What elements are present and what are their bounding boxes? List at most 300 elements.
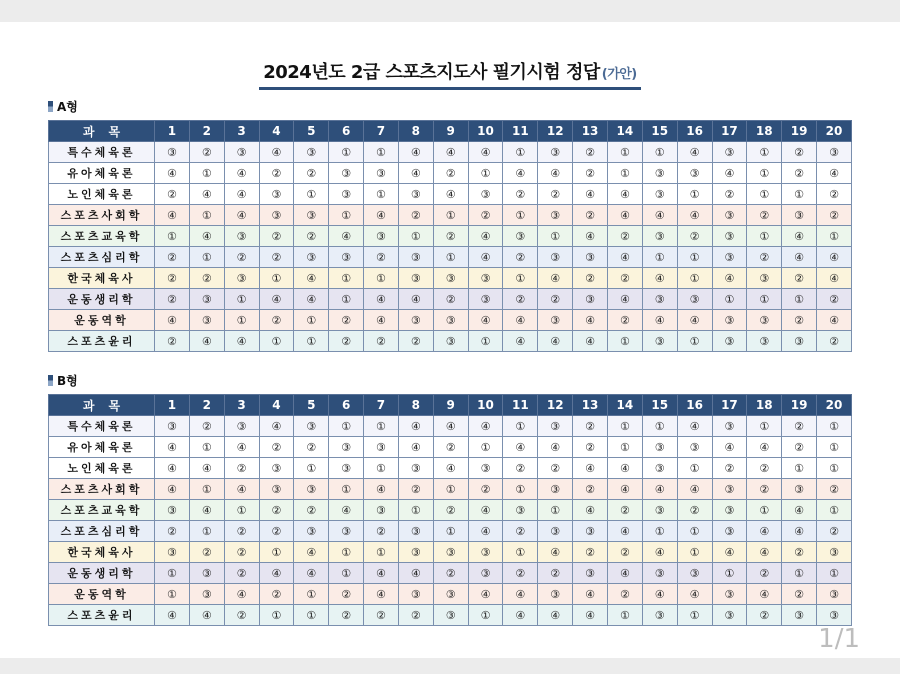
answer-cell: ③: [503, 226, 538, 247]
answer-cell: ②: [747, 247, 782, 268]
answer-cell: ①: [398, 500, 433, 521]
answer-cell: ①: [712, 563, 747, 584]
question-number-header: 20: [817, 121, 852, 142]
question-number-header: 9: [433, 395, 468, 416]
answer-cell: ①: [329, 563, 364, 584]
answer-cell: ④: [189, 458, 224, 479]
answer-cell: ③: [468, 289, 503, 310]
answer-cell: ③: [712, 521, 747, 542]
answer-cell: ②: [433, 226, 468, 247]
answer-cell: ③: [329, 247, 364, 268]
answer-cell: ③: [817, 584, 852, 605]
answer-cell: ②: [398, 605, 433, 626]
answer-cell: ④: [468, 247, 503, 268]
answer-cell: ②: [573, 205, 608, 226]
answer-cell: ④: [538, 605, 573, 626]
question-number-header: 11: [503, 395, 538, 416]
answer-cell: ②: [573, 416, 608, 437]
answer-cell: ②: [782, 542, 817, 563]
answer-cell: ③: [782, 205, 817, 226]
answer-cell: ③: [224, 268, 259, 289]
answer-cell: ④: [189, 605, 224, 626]
answer-cell: ①: [189, 437, 224, 458]
answer-cell: ①: [503, 416, 538, 437]
answer-cell: ②: [782, 437, 817, 458]
question-number-header: 19: [782, 121, 817, 142]
answer-cell: ④: [712, 268, 747, 289]
answer-cell: ①: [642, 521, 677, 542]
question-number-header: 18: [747, 395, 782, 416]
subject-cell: 스포츠윤리: [49, 605, 155, 626]
answer-cell: ③: [329, 163, 364, 184]
answer-cell: ③: [747, 268, 782, 289]
answer-cell: ①: [364, 416, 399, 437]
answer-cell: ②: [294, 163, 329, 184]
answer-cell: ①: [817, 416, 852, 437]
answer-cell: ④: [503, 437, 538, 458]
answer-cell: ②: [747, 479, 782, 500]
answer-cell: ③: [364, 163, 399, 184]
answer-cell: ②: [607, 268, 642, 289]
answer-cell: ①: [433, 205, 468, 226]
answer-cell: ③: [259, 205, 294, 226]
answer-cell: ③: [329, 458, 364, 479]
subject-cell: 스포츠교육학: [49, 226, 155, 247]
answer-cell: ②: [398, 205, 433, 226]
answer-cell: ④: [259, 289, 294, 310]
table-row: [49, 310, 852, 331]
answer-cell: ②: [607, 584, 642, 605]
answer-cell: ④: [294, 563, 329, 584]
answer-cell: ④: [155, 605, 190, 626]
answer-cell: ③: [817, 142, 852, 163]
answer-cell: ④: [259, 416, 294, 437]
answer-cell: ①: [155, 226, 190, 247]
answer-cell: ①: [364, 542, 399, 563]
table-row: [49, 331, 852, 352]
table-row: [49, 605, 852, 626]
answer-cell: ③: [642, 500, 677, 521]
answer-cell: ③: [712, 479, 747, 500]
answer-cell: ③: [817, 542, 852, 563]
answer-cell: ④: [817, 310, 852, 331]
answer-cell: ①: [398, 226, 433, 247]
question-number-header: 4: [259, 121, 294, 142]
subject-cell: 운동생리학: [49, 289, 155, 310]
answer-cell: ②: [817, 331, 852, 352]
answer-cell: ③: [259, 184, 294, 205]
answer-cell: ③: [538, 142, 573, 163]
answer-cell: ④: [398, 563, 433, 584]
answer-cell: ④: [189, 184, 224, 205]
answer-cell: ①: [817, 500, 852, 521]
subject-cell: 스포츠심리학: [49, 247, 155, 268]
answer-cell: ②: [329, 310, 364, 331]
answer-cell: ③: [573, 289, 608, 310]
answer-cell: ①: [294, 584, 329, 605]
subject-cell: 한국체육사: [49, 542, 155, 563]
answer-cell: ①: [817, 437, 852, 458]
question-number-header: 6: [329, 121, 364, 142]
answer-cell: ②: [573, 163, 608, 184]
question-number-header: 17: [712, 121, 747, 142]
answer-cell: ④: [782, 500, 817, 521]
subject-cell: 스포츠사회학: [49, 205, 155, 226]
answer-cell: ③: [468, 184, 503, 205]
answer-cell: ①: [677, 521, 712, 542]
answer-cell: ③: [398, 247, 433, 268]
question-number-header: 13: [573, 395, 608, 416]
answer-cell: ①: [189, 163, 224, 184]
answer-cell: ③: [189, 563, 224, 584]
answer-cell: ①: [677, 268, 712, 289]
answer-cell: ④: [677, 142, 712, 163]
table-row: [49, 416, 852, 437]
answer-cell: ①: [642, 247, 677, 268]
answer-cell: ④: [224, 163, 259, 184]
answer-cell: ④: [642, 542, 677, 563]
answer-cell: ③: [642, 184, 677, 205]
answer-cell: ①: [433, 479, 468, 500]
answer-cell: ①: [259, 605, 294, 626]
subject-cell: 한국체육사: [49, 268, 155, 289]
answer-cell: ②: [224, 563, 259, 584]
subject-cell: 운동역학: [49, 310, 155, 331]
answer-cell: ①: [224, 310, 259, 331]
answer-cell: ④: [747, 542, 782, 563]
question-number-header: 12: [538, 121, 573, 142]
page-number: 1/1: [818, 624, 860, 654]
answer-cell: ④: [817, 268, 852, 289]
subject-cell: 스포츠교육학: [49, 500, 155, 521]
answer-cell: ②: [155, 331, 190, 352]
answer-cell: ④: [642, 205, 677, 226]
answer-cell: ③: [677, 563, 712, 584]
answer-cell: ③: [712, 226, 747, 247]
answer-cell: ②: [155, 268, 190, 289]
answer-cell: ③: [189, 310, 224, 331]
answer-cell: ①: [503, 142, 538, 163]
answer-cell: ④: [224, 437, 259, 458]
question-number-header: 8: [398, 121, 433, 142]
answer-cell: ②: [433, 500, 468, 521]
question-number-header: 19: [782, 395, 817, 416]
answer-cell: ①: [677, 331, 712, 352]
answer-cell: ①: [747, 289, 782, 310]
answer-cell: ②: [364, 331, 399, 352]
answer-cell: ②: [817, 289, 852, 310]
page-title: [259, 58, 641, 90]
answer-cell: ②: [607, 542, 642, 563]
answer-cell: ②: [573, 268, 608, 289]
answer-cell: ④: [364, 205, 399, 226]
answer-cell: ①: [503, 479, 538, 500]
answer-cell: ④: [155, 205, 190, 226]
answer-cell: ③: [433, 605, 468, 626]
answer-cell: ③: [329, 184, 364, 205]
answer-cell: ③: [155, 142, 190, 163]
answer-cell: ②: [503, 563, 538, 584]
question-number-header: 13: [573, 121, 608, 142]
answer-cell: ③: [538, 310, 573, 331]
answer-cell: ①: [155, 584, 190, 605]
answer-cell: ③: [677, 163, 712, 184]
answer-cell: ③: [433, 310, 468, 331]
question-number-header: 8: [398, 395, 433, 416]
answer-cell: ③: [364, 500, 399, 521]
question-number-header: 5: [294, 395, 329, 416]
answer-cell: ①: [364, 184, 399, 205]
answer-cell: ③: [817, 605, 852, 626]
answer-cell: ③: [712, 142, 747, 163]
subject-header: 과목: [49, 121, 155, 142]
table-row: [49, 184, 852, 205]
table-row: [49, 584, 852, 605]
answer-cell: ①: [329, 542, 364, 563]
question-number-header: 6: [329, 395, 364, 416]
question-number-header: 1: [155, 395, 190, 416]
answer-cell: ②: [817, 205, 852, 226]
answer-cell: ②: [677, 500, 712, 521]
subject-cell: 스포츠윤리: [49, 331, 155, 352]
answer-table-b: [48, 394, 852, 626]
section-label-text: B형: [57, 374, 78, 388]
answer-cell: ②: [503, 521, 538, 542]
answer-cell: ①: [189, 205, 224, 226]
answer-cell: ①: [607, 331, 642, 352]
question-number-header: 3: [224, 121, 259, 142]
answer-cell: ④: [503, 584, 538, 605]
table-row: [49, 289, 852, 310]
answer-cell: ②: [607, 310, 642, 331]
question-number-header: 11: [503, 121, 538, 142]
answer-cell: ④: [294, 268, 329, 289]
answer-cell: ③: [642, 163, 677, 184]
answer-cell: ④: [259, 142, 294, 163]
answer-cell: ③: [398, 310, 433, 331]
answer-cell: ①: [224, 500, 259, 521]
subject-cell: 유아체육론: [49, 437, 155, 458]
answer-cell: ②: [189, 416, 224, 437]
answer-cell: ②: [503, 458, 538, 479]
answer-cell: ④: [329, 226, 364, 247]
answer-cell: ③: [433, 268, 468, 289]
answer-cell: ②: [329, 605, 364, 626]
answer-cell: ②: [782, 142, 817, 163]
answer-cell: ③: [259, 458, 294, 479]
answer-cell: ②: [503, 289, 538, 310]
answer-cell: ①: [677, 247, 712, 268]
answer-cell: ②: [364, 521, 399, 542]
document-page: [0, 22, 900, 658]
answer-cell: ②: [573, 142, 608, 163]
answer-cell: ①: [503, 268, 538, 289]
answer-cell: ④: [433, 184, 468, 205]
answer-cell: ①: [503, 542, 538, 563]
table-row: [49, 542, 852, 563]
answer-cell: ④: [503, 310, 538, 331]
answer-cell: ③: [782, 479, 817, 500]
answer-cell: ③: [189, 584, 224, 605]
answer-cell: ②: [433, 289, 468, 310]
answer-cell: ③: [398, 184, 433, 205]
answer-cell: ①: [294, 310, 329, 331]
answer-cell: ③: [538, 205, 573, 226]
answer-cell: ②: [398, 331, 433, 352]
question-number-header: 9: [433, 121, 468, 142]
answer-cell: ①: [607, 437, 642, 458]
answer-cell: ④: [468, 584, 503, 605]
table-row: [49, 563, 852, 584]
answer-cell: ①: [189, 521, 224, 542]
answer-cell: ③: [782, 605, 817, 626]
answer-cell: ④: [573, 184, 608, 205]
answer-cell: ①: [538, 500, 573, 521]
question-number-header: 20: [817, 395, 852, 416]
answer-cell: ④: [573, 331, 608, 352]
answer-cell: ②: [259, 584, 294, 605]
answer-cell: ②: [224, 521, 259, 542]
answer-cell: ④: [155, 310, 190, 331]
section-label-b: [48, 372, 78, 389]
answer-cell: ②: [782, 416, 817, 437]
answer-cell: ②: [433, 437, 468, 458]
answer-cell: ④: [468, 416, 503, 437]
answer-cell: ③: [433, 584, 468, 605]
answer-cell: ②: [573, 479, 608, 500]
answer-cell: ①: [817, 226, 852, 247]
answer-cell: ③: [677, 289, 712, 310]
answer-cell: ③: [329, 437, 364, 458]
answer-cell: ①: [329, 268, 364, 289]
answer-cell: ②: [259, 226, 294, 247]
answer-cell: ①: [259, 542, 294, 563]
subject-cell: 특수체육론: [49, 142, 155, 163]
answer-cell: ④: [538, 437, 573, 458]
answer-cell: ④: [607, 521, 642, 542]
answer-cell: ④: [155, 458, 190, 479]
answer-cell: ④: [677, 416, 712, 437]
answer-table-a: [48, 120, 852, 352]
answer-cell: ②: [503, 184, 538, 205]
question-number-header: 10: [468, 395, 503, 416]
answer-cell: ②: [189, 542, 224, 563]
section-bullet-icon: [48, 375, 53, 386]
subject-cell: 특수체육론: [49, 416, 155, 437]
question-number-header: 17: [712, 395, 747, 416]
answer-cell: ④: [398, 416, 433, 437]
subject-header: 과목: [49, 395, 155, 416]
answer-cell: ②: [329, 584, 364, 605]
question-number-header: 4: [259, 395, 294, 416]
answer-cell: ④: [189, 331, 224, 352]
answer-cell: ④: [189, 500, 224, 521]
answer-cell: ④: [329, 500, 364, 521]
answer-cell: ③: [468, 458, 503, 479]
answer-cell: ④: [224, 584, 259, 605]
question-number-header: 18: [747, 121, 782, 142]
answer-cell: ④: [607, 247, 642, 268]
answer-cell: ④: [468, 226, 503, 247]
answer-cell: ③: [155, 542, 190, 563]
answer-cell: ①: [782, 184, 817, 205]
answer-cell: ①: [294, 605, 329, 626]
answer-cell: ①: [712, 289, 747, 310]
answer-cell: ①: [782, 458, 817, 479]
answer-cell: ②: [155, 184, 190, 205]
answer-cell: ③: [538, 521, 573, 542]
question-number-header: 3: [224, 395, 259, 416]
answer-cell: ②: [259, 247, 294, 268]
answer-cell: ④: [607, 563, 642, 584]
answer-cell: ②: [433, 563, 468, 584]
answer-cell: ④: [573, 310, 608, 331]
answer-cell: ②: [468, 479, 503, 500]
answer-cell: ②: [433, 163, 468, 184]
answer-cell: ③: [364, 226, 399, 247]
answer-cell: ②: [224, 458, 259, 479]
answer-cell: ①: [329, 289, 364, 310]
answer-cell: ③: [259, 479, 294, 500]
answer-cell: ①: [607, 142, 642, 163]
answer-cell: ②: [189, 268, 224, 289]
answer-cell: ②: [677, 226, 712, 247]
answer-cell: ④: [189, 226, 224, 247]
answer-cell: ④: [607, 184, 642, 205]
answer-cell: ④: [259, 563, 294, 584]
answer-cell: ①: [155, 563, 190, 584]
answer-cell: ①: [503, 205, 538, 226]
title-text: 2024년도 2급 스포츠지도사 필기시험 정답: [263, 62, 600, 83]
answer-cell: ③: [573, 247, 608, 268]
answer-cell: ④: [573, 226, 608, 247]
answer-cell: ④: [433, 458, 468, 479]
subject-cell: 유아체육론: [49, 163, 155, 184]
title-suffix: (가안): [601, 67, 637, 82]
answer-cell: ①: [294, 184, 329, 205]
answer-cell: ④: [607, 458, 642, 479]
answer-cell: ②: [747, 205, 782, 226]
answer-cell: ④: [817, 247, 852, 268]
answer-cell: ④: [155, 479, 190, 500]
answer-cell: ④: [224, 479, 259, 500]
answer-cell: ④: [747, 584, 782, 605]
answer-cell: ①: [747, 226, 782, 247]
answer-cell: ③: [712, 500, 747, 521]
answer-cell: ③: [294, 521, 329, 542]
answer-cell: ②: [782, 268, 817, 289]
answer-cell: ②: [538, 458, 573, 479]
answer-cell: ①: [294, 331, 329, 352]
table-row: [49, 142, 852, 163]
answer-cell: ④: [468, 142, 503, 163]
answer-cell: ③: [398, 542, 433, 563]
answer-cell: ②: [224, 247, 259, 268]
answer-cell: ④: [642, 584, 677, 605]
answer-cell: ③: [573, 521, 608, 542]
answer-cell: ④: [573, 458, 608, 479]
answer-cell: ④: [364, 479, 399, 500]
answer-cell: ④: [782, 226, 817, 247]
answer-cell: ③: [782, 331, 817, 352]
answer-cell: ③: [294, 205, 329, 226]
question-number-header: 7: [364, 121, 399, 142]
answer-cell: ②: [782, 310, 817, 331]
answer-cell: ②: [538, 289, 573, 310]
answer-cell: ④: [538, 268, 573, 289]
answer-cell: ①: [364, 142, 399, 163]
answer-cell: ④: [398, 289, 433, 310]
